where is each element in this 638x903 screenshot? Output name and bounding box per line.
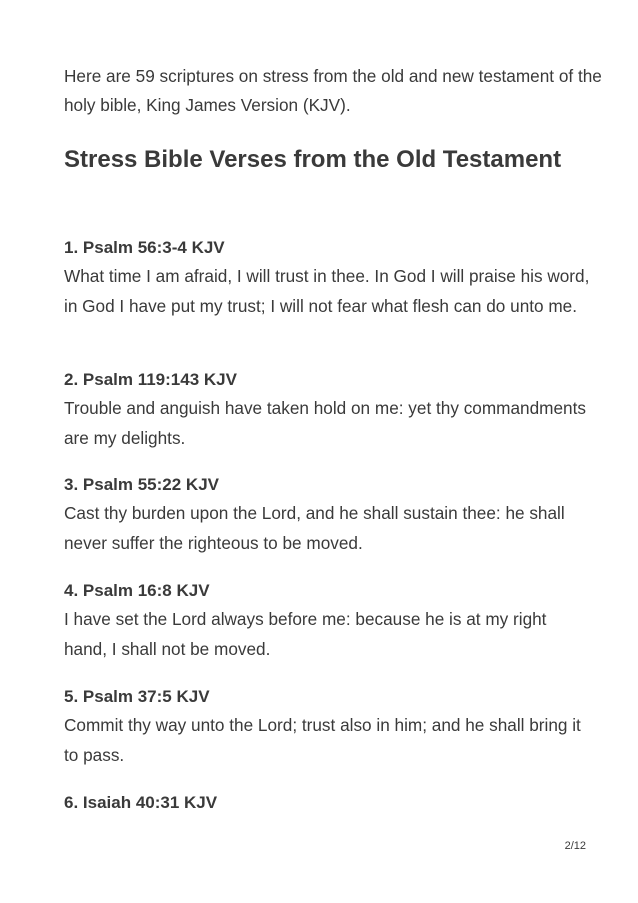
verse-text: I have set the Lord always before me: because he is at my right hand, I shall not be moved. [64, 609, 547, 659]
verse-text: Commit thy way unto the Lord; trust also in him; and he shall bring it to pass. [64, 715, 581, 765]
verse-text: Cast thy burden upon the Lord, and he shall sustain thee: he shall never suffer the righteous to be moved. [64, 503, 565, 553]
verse-item [64, 576, 594, 664]
verse-item [64, 682, 594, 770]
verse-item [64, 470, 594, 558]
intro-paragraph: Here are 59 scriptures on stress from the old and new testament of the holy bible, King James Version (KJV). [64, 66, 602, 115]
verse-reference: 3. Psalm 55:22 KJV [64, 475, 219, 494]
verse-text: Trouble and anguish have taken hold on me: yet thy commandments are my delights. [64, 398, 586, 448]
page-number: 2/12 [564, 840, 586, 852]
verse-item [64, 233, 594, 321]
section-title: Stress Bible Verses from the Old Testament [64, 146, 562, 173]
verse-item [64, 365, 594, 453]
verse-reference: 1. Psalm 56:3-4 KJV [64, 238, 225, 257]
verse-reference: 6. Isaiah 40:31 KJV [64, 793, 218, 812]
verse-reference: 5. Psalm 37:5 KJV [64, 687, 210, 706]
verse-reference: 2. Psalm 119:143 KJV [64, 370, 237, 389]
verse-item [64, 788, 594, 817]
verse-text: What time I am afraid, I will trust in thee. In God I will praise his word, in God I have put my trust; I will not fear what flesh can do unto me. [64, 266, 590, 316]
verse-reference: 4. Psalm 16:8 KJV [64, 581, 210, 600]
